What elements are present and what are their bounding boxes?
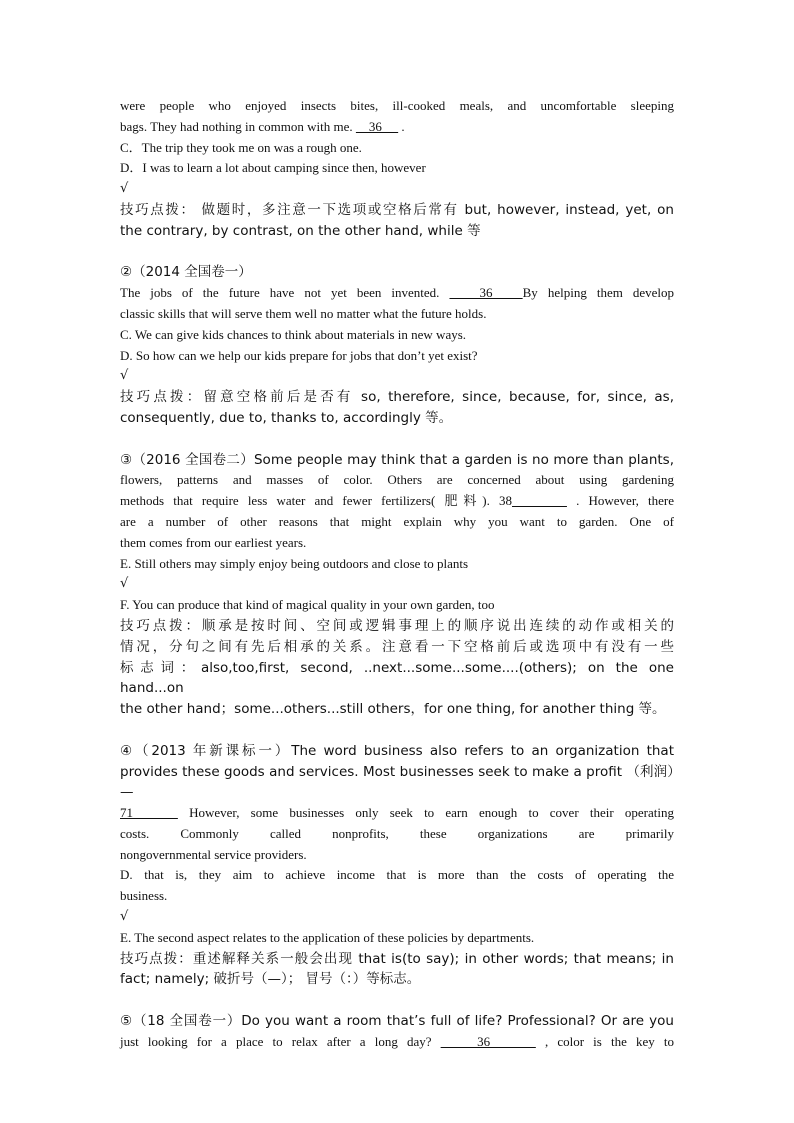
check-mark: √ xyxy=(120,576,129,592)
text-line: flowers, patterns and masses of color. Others are concerned about using gardening xyxy=(120,472,674,488)
question-line: ④（2013 年新课标一）The word business also refers to an organization that xyxy=(120,742,674,759)
tip-text: 技巧点拨：顺承是按时间、空间或逻辑事理上的顺序说出连续的动作或相关的 xyxy=(120,617,674,634)
check-mark: √ xyxy=(120,368,129,384)
tip-text: the contrary, by contrast, on the other hand, while 等 xyxy=(120,222,481,239)
tip-text: 技巧点拨：重述解释关系一般会出现 that is(to say); in other words; that means; in xyxy=(120,950,674,967)
text-line: 71 However, some businesses only seek to earn enough to cover their operating xyxy=(120,805,674,821)
tip-text: fact; namely; 破折号（—）； 冒号（：）等标志。 xyxy=(120,971,421,988)
tip-text: 技巧点拨： 做题时，多注意一下选项或空格后常有 but, however, instead, yet, on xyxy=(120,201,674,218)
option-c: C．The trip they took me on was a rough one. xyxy=(120,139,362,155)
option-e: E. Still others may simply enjoy being outdoors and close to plants xyxy=(120,555,469,571)
option-c: C. We can give kids chances to think about materials in new ways. xyxy=(120,326,467,342)
text-line: provides these goods and services. Most businesses seek to make a profit （利润）— xyxy=(120,763,674,801)
option-d: D. So how can we help our kids prepare for jobs that don’t yet exist? xyxy=(120,347,478,363)
text-line: nongovernmental service providers. xyxy=(120,846,307,862)
question-line: ⑤（18 全国卷一）Do you want a room that’s full of life? Professional? Or are you xyxy=(120,1013,674,1030)
answer-blank: 36 xyxy=(355,118,399,134)
text-line: them comes from our earliest years. xyxy=(120,534,307,550)
document-page xyxy=(120,96,674,1053)
text-line: The jobs of the future have not yet been invented. 36 By helping them develop xyxy=(120,285,675,301)
text-line: costs. Commonly called nonprofits, these organizations are primarily xyxy=(120,825,674,841)
option-d: D. that is, they aim to achieve income that is more than the costs of operating the xyxy=(120,867,674,883)
answer-blank: 36 xyxy=(440,1033,536,1049)
text-line: classic skills that will serve them well no matter what the future holds. xyxy=(120,305,487,321)
check-mark: √ xyxy=(120,909,129,925)
answer-blank: 71 xyxy=(120,805,178,821)
text-line: business. xyxy=(120,888,168,904)
answer-blank xyxy=(512,493,567,508)
text-line: bags. They had nothing in common with me. 36 . xyxy=(120,118,405,134)
option-f: F. You can produce that kind of magical quality in your own garden, too xyxy=(120,597,495,613)
option-e: E. The second aspect relates to the application of these policies by departments. xyxy=(120,929,535,945)
option-d: D．I was to learn a lot about camping since then, however xyxy=(120,160,426,176)
text-line: are a number of other reasons that might explain why you want to garden. One of xyxy=(120,513,674,529)
text-line: just looking for a place to relax after a long day? 36 , color is the key to xyxy=(120,1033,675,1049)
text-line: methods that require less water and fewer fertilizers( 肥料). 38 . However, there xyxy=(120,493,675,509)
tip-text: consequently, due to, thanks to, accordingly 等。 xyxy=(120,409,453,426)
check-mark: √ xyxy=(120,181,129,197)
tip-text: 标志词：also,too,first, second, ..next...some...some....(others); on the one hand...on xyxy=(120,659,674,697)
tip-text: 技巧点拨：留意空格前后是否有 so, therefore, since, because, for, since, as, xyxy=(120,389,674,406)
text-line: were people who enjoyed insects bites, ill-cooked meals, and uncomfortable sleeping xyxy=(120,98,674,113)
answer-blank: 36 xyxy=(449,285,523,301)
tip-text: 情况，分句之间有先后相承的关系。注意看一下空格前后或选项中有没有一些 xyxy=(120,638,674,655)
question-line: ③（2016 全国卷二）Some people may think that a garden is no more than plants, xyxy=(120,451,674,468)
tip-text: the other hand；some...others...still others，for one thing, for another thing 等。 xyxy=(120,701,666,718)
question-header: ②（2014 全国卷一） xyxy=(120,264,252,281)
